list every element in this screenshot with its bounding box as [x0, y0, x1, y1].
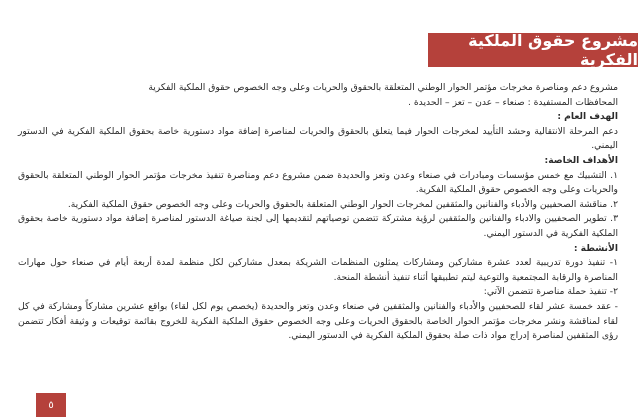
activity-1: ١- تنفيذ دورة تدريبية لعدد عشرة مشاركين ومشاركات يمثلون المنظمات الشريكة بمعدل مشاركين لكل منظمة لمدة أربعة أيام في صنعاء حول مهارات المناصرة والرقابة المجتمعية والتوعية ليتم تطبيقها أثناء تنفيذ أنشطة المنحة.	[18, 257, 618, 283]
activity-2: ٢- تنفيذ حملة مناصرة تتضمن الآتي:	[483, 286, 618, 298]
general-objective-heading: الهدف العام :	[557, 111, 618, 123]
page-number-badge	[36, 393, 66, 417]
page-title: مشروع حقوق الملكية الفكرية	[468, 31, 638, 69]
specific-objective-1: ١. التشبيك مع خمس مؤسسات ومبادرات في صنعاء وعدن وتعز والحديدة ضمن مشروع دعم ومناصرة تنفيذ مخرجات مؤتمر الحوار الوطني المتعلقة بالحقوق والحريات وعلى وجه الخصوص حقوق الملكية الفكرية.	[18, 169, 618, 196]
general-objective-text: دعم المرحلة الانتقالية وحشد التأييد لمخرجات الحوار فيما يتعلق بالحقوق والحريات لمناصرة إضافة مواد دستورية خاصة بحقوق الملكية الفكرية في الدستور اليمني.	[18, 125, 618, 152]
project-statement: مشروع دعم ومناصرة مخرجات مؤتمر الحوار الوطني المتعلقة بالحقوق والحريات وعلى وجه الخصوص حقوق الملكية الفكرية	[148, 82, 618, 93]
specific-objectives-heading: الأهداف الخاصة:	[544, 154, 618, 166]
activities-heading: الأنشطة :	[573, 242, 618, 254]
document-body	[18, 81, 618, 344]
activity-2-detail: - عقد خمسة عشر لقاء للصحفيين والأدباء والفنانين والمثقفين في صنعاء وعدن وتعز والحديدة (يخصص يوم لكل لقاء) بواقع عشرين مشاركاً ومشاركة في كل لقاء لمناقشة ونشر مخرجات مؤتمر الحوار الخاصة بالحقوق الحريات وعلى وجه الخصوص حقوق الملكية الفكرية للخروج بقائمة توقيعات و وثيقة أفكار تتضمن رؤى المثقفين لمناصرة إدراج مواد ذات صلة بحقوق الملكية الفكرية في الدستور اليمني.	[18, 300, 618, 342]
page-number: ٥	[48, 399, 54, 411]
page-title-banner	[428, 33, 638, 67]
specific-objective-2: ٢. مناقشة الصحفيين والأدباء والفنانين والمثقفين لمخرجات الحوار الوطني المتعلقة بالحقوق والحريات وعلى وجه الخصوص حقوق الملكية الفكرية.	[67, 198, 618, 210]
specific-objective-3: ٣. تطوير الصحفيين والادباء والفنانين والمثقفين لرؤية مشتركة تتضمن توصياتهم لتقديمها إلى لجنة صياغة الدستور لمناصرة إضافة مواد دستورية خاصة بحقوق الملكية الفكرية في الدستور اليمني.	[18, 213, 618, 239]
beneficiary-governorates: المحافظات المستفيدة : صنعاء – عدن – تعز – الحديدة .	[408, 96, 618, 108]
